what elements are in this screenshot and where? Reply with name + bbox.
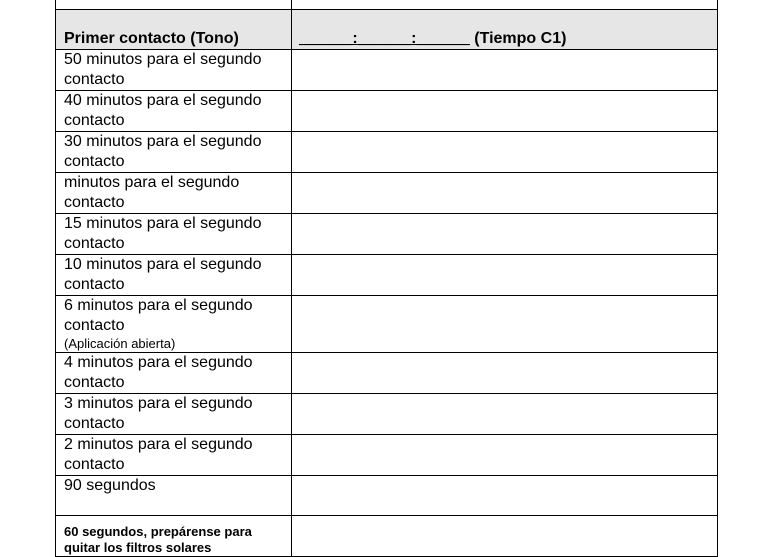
table-cell-time bbox=[292, 435, 718, 476]
table-header-row bbox=[56, 10, 718, 50]
table-row bbox=[56, 214, 718, 255]
table-row bbox=[56, 91, 718, 132]
table-cell-label: 40 minutos para el segundo contacto bbox=[56, 91, 292, 132]
contact-timing-table bbox=[55, 0, 718, 557]
table-row bbox=[56, 296, 718, 353]
time-label: (Tiempo C1) bbox=[469, 30, 567, 47]
table-row bbox=[56, 255, 718, 296]
table-row bbox=[56, 353, 718, 394]
row-label-text: 6 minutos para el segundo contacto bbox=[64, 297, 253, 334]
table-row bbox=[56, 476, 718, 516]
table-cell-label: minutos para el segundo contacto bbox=[56, 173, 292, 214]
table-cell-time bbox=[292, 214, 718, 255]
table-cell-label: 15 minutos para el segundo contacto bbox=[56, 214, 292, 255]
table-cell-label: 3 minutos para el segundo contacto bbox=[56, 394, 292, 435]
table-cell-time bbox=[292, 296, 718, 353]
table-row bbox=[56, 435, 718, 476]
table-row bbox=[56, 516, 718, 557]
table-row bbox=[56, 50, 718, 91]
table-cell-time bbox=[292, 0, 718, 10]
time-blank-hours: ______ bbox=[299, 30, 353, 47]
table-cell-label: 50 minutos para el segundo contacto bbox=[56, 50, 292, 91]
table-row bbox=[56, 0, 718, 10]
table-cell-time bbox=[292, 255, 718, 296]
header-cell-left bbox=[56, 10, 292, 50]
table-cell-time bbox=[292, 394, 718, 435]
table-cell-label: 90 segundos bbox=[56, 476, 292, 516]
table-cell-time bbox=[292, 91, 718, 132]
time-separator: : bbox=[411, 30, 417, 47]
table-cell-time bbox=[292, 50, 718, 91]
table-cell-time bbox=[292, 132, 718, 173]
table-cell-label: 10 minutos para el segundo contacto bbox=[56, 255, 292, 296]
header-left-text: Primer contacto (Tono) bbox=[64, 30, 239, 47]
table-cell-label: 30 minutos para el segundo contacto bbox=[56, 132, 292, 173]
header-cell-right bbox=[292, 10, 718, 50]
table-cell-label: 4 minutos para el segundo contacto bbox=[56, 353, 292, 394]
table-cell-time bbox=[292, 516, 718, 557]
row-label-text: 60 segundos, prepárense para quitar los filtros solares bbox=[64, 524, 252, 555]
table-row bbox=[56, 394, 718, 435]
table-cell-label: 2 minutos para el segundo contacto bbox=[56, 435, 292, 476]
header-right-text bbox=[299, 10, 717, 49]
table-cell-label bbox=[56, 516, 292, 557]
time-blank-minutes: ______ bbox=[357, 30, 412, 47]
table-cell-label bbox=[56, 296, 292, 353]
time-blank-seconds: ______ bbox=[416, 30, 470, 47]
table-cell-label bbox=[56, 0, 292, 10]
table-cell-time bbox=[292, 173, 718, 214]
table-cell-time bbox=[292, 476, 718, 516]
table-cell-time bbox=[292, 353, 718, 394]
time-separator: : bbox=[352, 30, 358, 47]
row-note-text: (Aplicación abierta) bbox=[64, 336, 176, 351]
table-row bbox=[56, 173, 718, 214]
table-row bbox=[56, 132, 718, 173]
